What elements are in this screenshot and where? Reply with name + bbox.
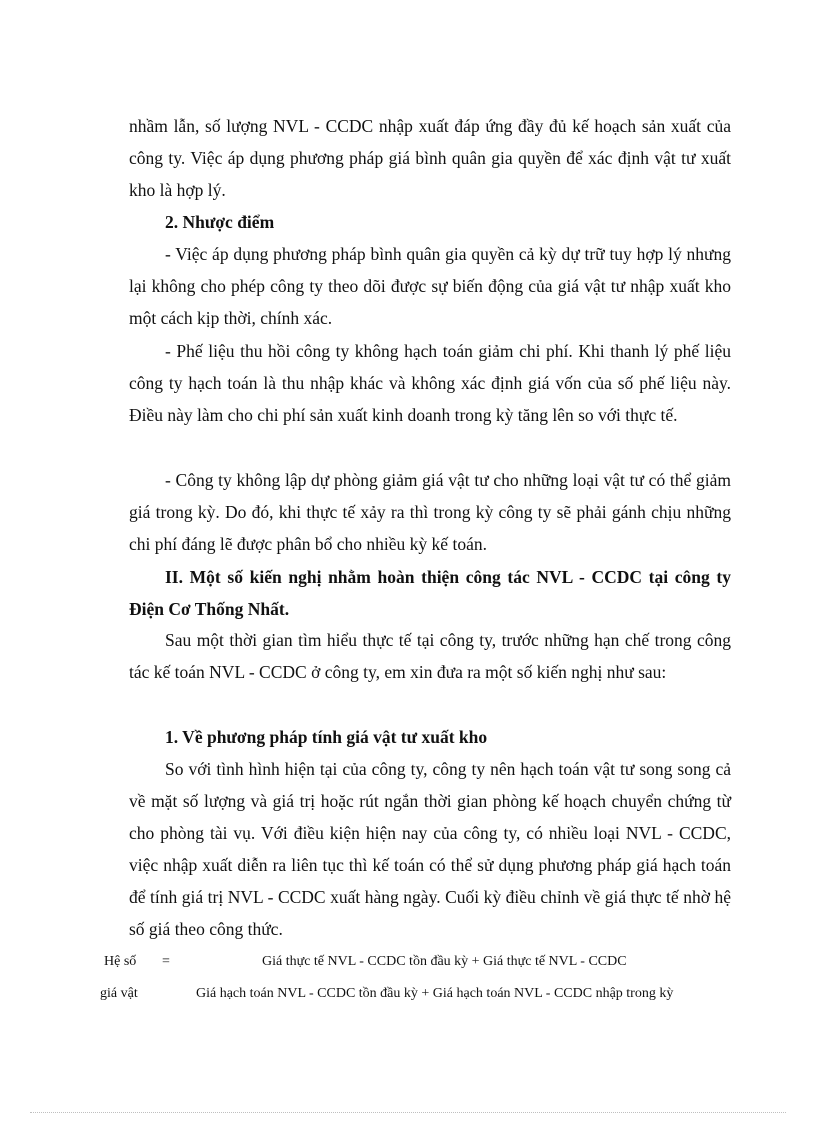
- paragraph-advantage-end: nhầm lẫn, số lượng NVL - CCDC nhập xuất đáp ứng đầy đủ kế hoạch sản xuất của công ty. Việc áp dụng phương pháp giá bình quân gia quyền để xác định vật tư xuất kho là hợp lý.: [129, 116, 731, 200]
- formula-denominator: Giá hạch toán NVL - CCDC tồn đầu kỳ + Giá hạch toán NVL - CCDC nhập trong kỳ: [196, 986, 674, 1001]
- heading-pricing-method: 1. Về phương pháp tính giá vật tư xuất kho: [165, 727, 488, 747]
- paragraph-disadvantage-2: - Phế liệu thu hồi công ty không hạch toán giảm chi phí. Khi thanh lý phế liệu công ty hạch toán là thu nhập khác và không xác định giá vốn của số phế liệu này. Điều này làm cho chi phí sản xuất kinh doanh trong kỳ tăng lên so với thực tế.: [129, 341, 731, 425]
- paragraph-disadvantage-1: - Việc áp dụng phương pháp bình quân gia quyền cả kỳ dự trữ tuy hợp lý nhưng lại không cho phép công ty theo dõi được sự biến động của giá vật tư nhập xuất kho một cách kịp thời, chính xác.: [129, 244, 731, 328]
- formula-label-line2: giá vật: [100, 986, 138, 1001]
- formula-equals-sign: =: [162, 954, 170, 969]
- heading-disadvantages: 2. Nhược điểm: [165, 212, 275, 232]
- paragraph-pricing-method: So với tình hình hiện tại của công ty, công ty nên hạch toán vật tư song song cả về mặt số lượng và giá trị hoặc rút ngắn thời gian phòng kế hoạch chuyển chứng từ cho phòng tài vụ. Với điều kiện hiện nay của công ty, có nhiều loại NVL - CCDC, việc nhập xuất diễn ra liên tục thì kế toán có thể sử dụng phương pháp giá hạch toán để tính giá trị NVL - CCDC xuất hàng ngày. Cuối kỳ điều chỉnh về giá thực tế nhờ hệ số giá theo công thức.: [129, 759, 731, 939]
- formula-label-line1: Hệ số: [104, 954, 137, 969]
- page-bottom-divider: [30, 1112, 786, 1113]
- heading-recommendations: II. Một số kiến nghị nhằm hoàn thiện công tác NVL - CCDC tại công ty Điện Cơ Thống Nhất.: [129, 567, 731, 619]
- paragraph-disadvantage-3: - Công ty không lập dự phòng giảm giá vật tư cho những loại vật tư có thể giảm giá trong kỳ. Do đó, khi thực tế xảy ra thì trong kỳ công ty sẽ phải gánh chịu những chi phí đáng lẽ được phân bổ cho nhiều kỳ kế toán.: [129, 470, 731, 554]
- formula-numerator: Giá thực tế NVL - CCDC tồn đầu kỳ + Giá thực tế NVL - CCDC: [262, 954, 627, 969]
- paragraph-intro: Sau một thời gian tìm hiểu thực tế tại công ty, trước những hạn chế trong công tác kế toán NVL - CCDC ở công ty, em xin đưa ra một số kiến nghị như sau:: [129, 630, 731, 682]
